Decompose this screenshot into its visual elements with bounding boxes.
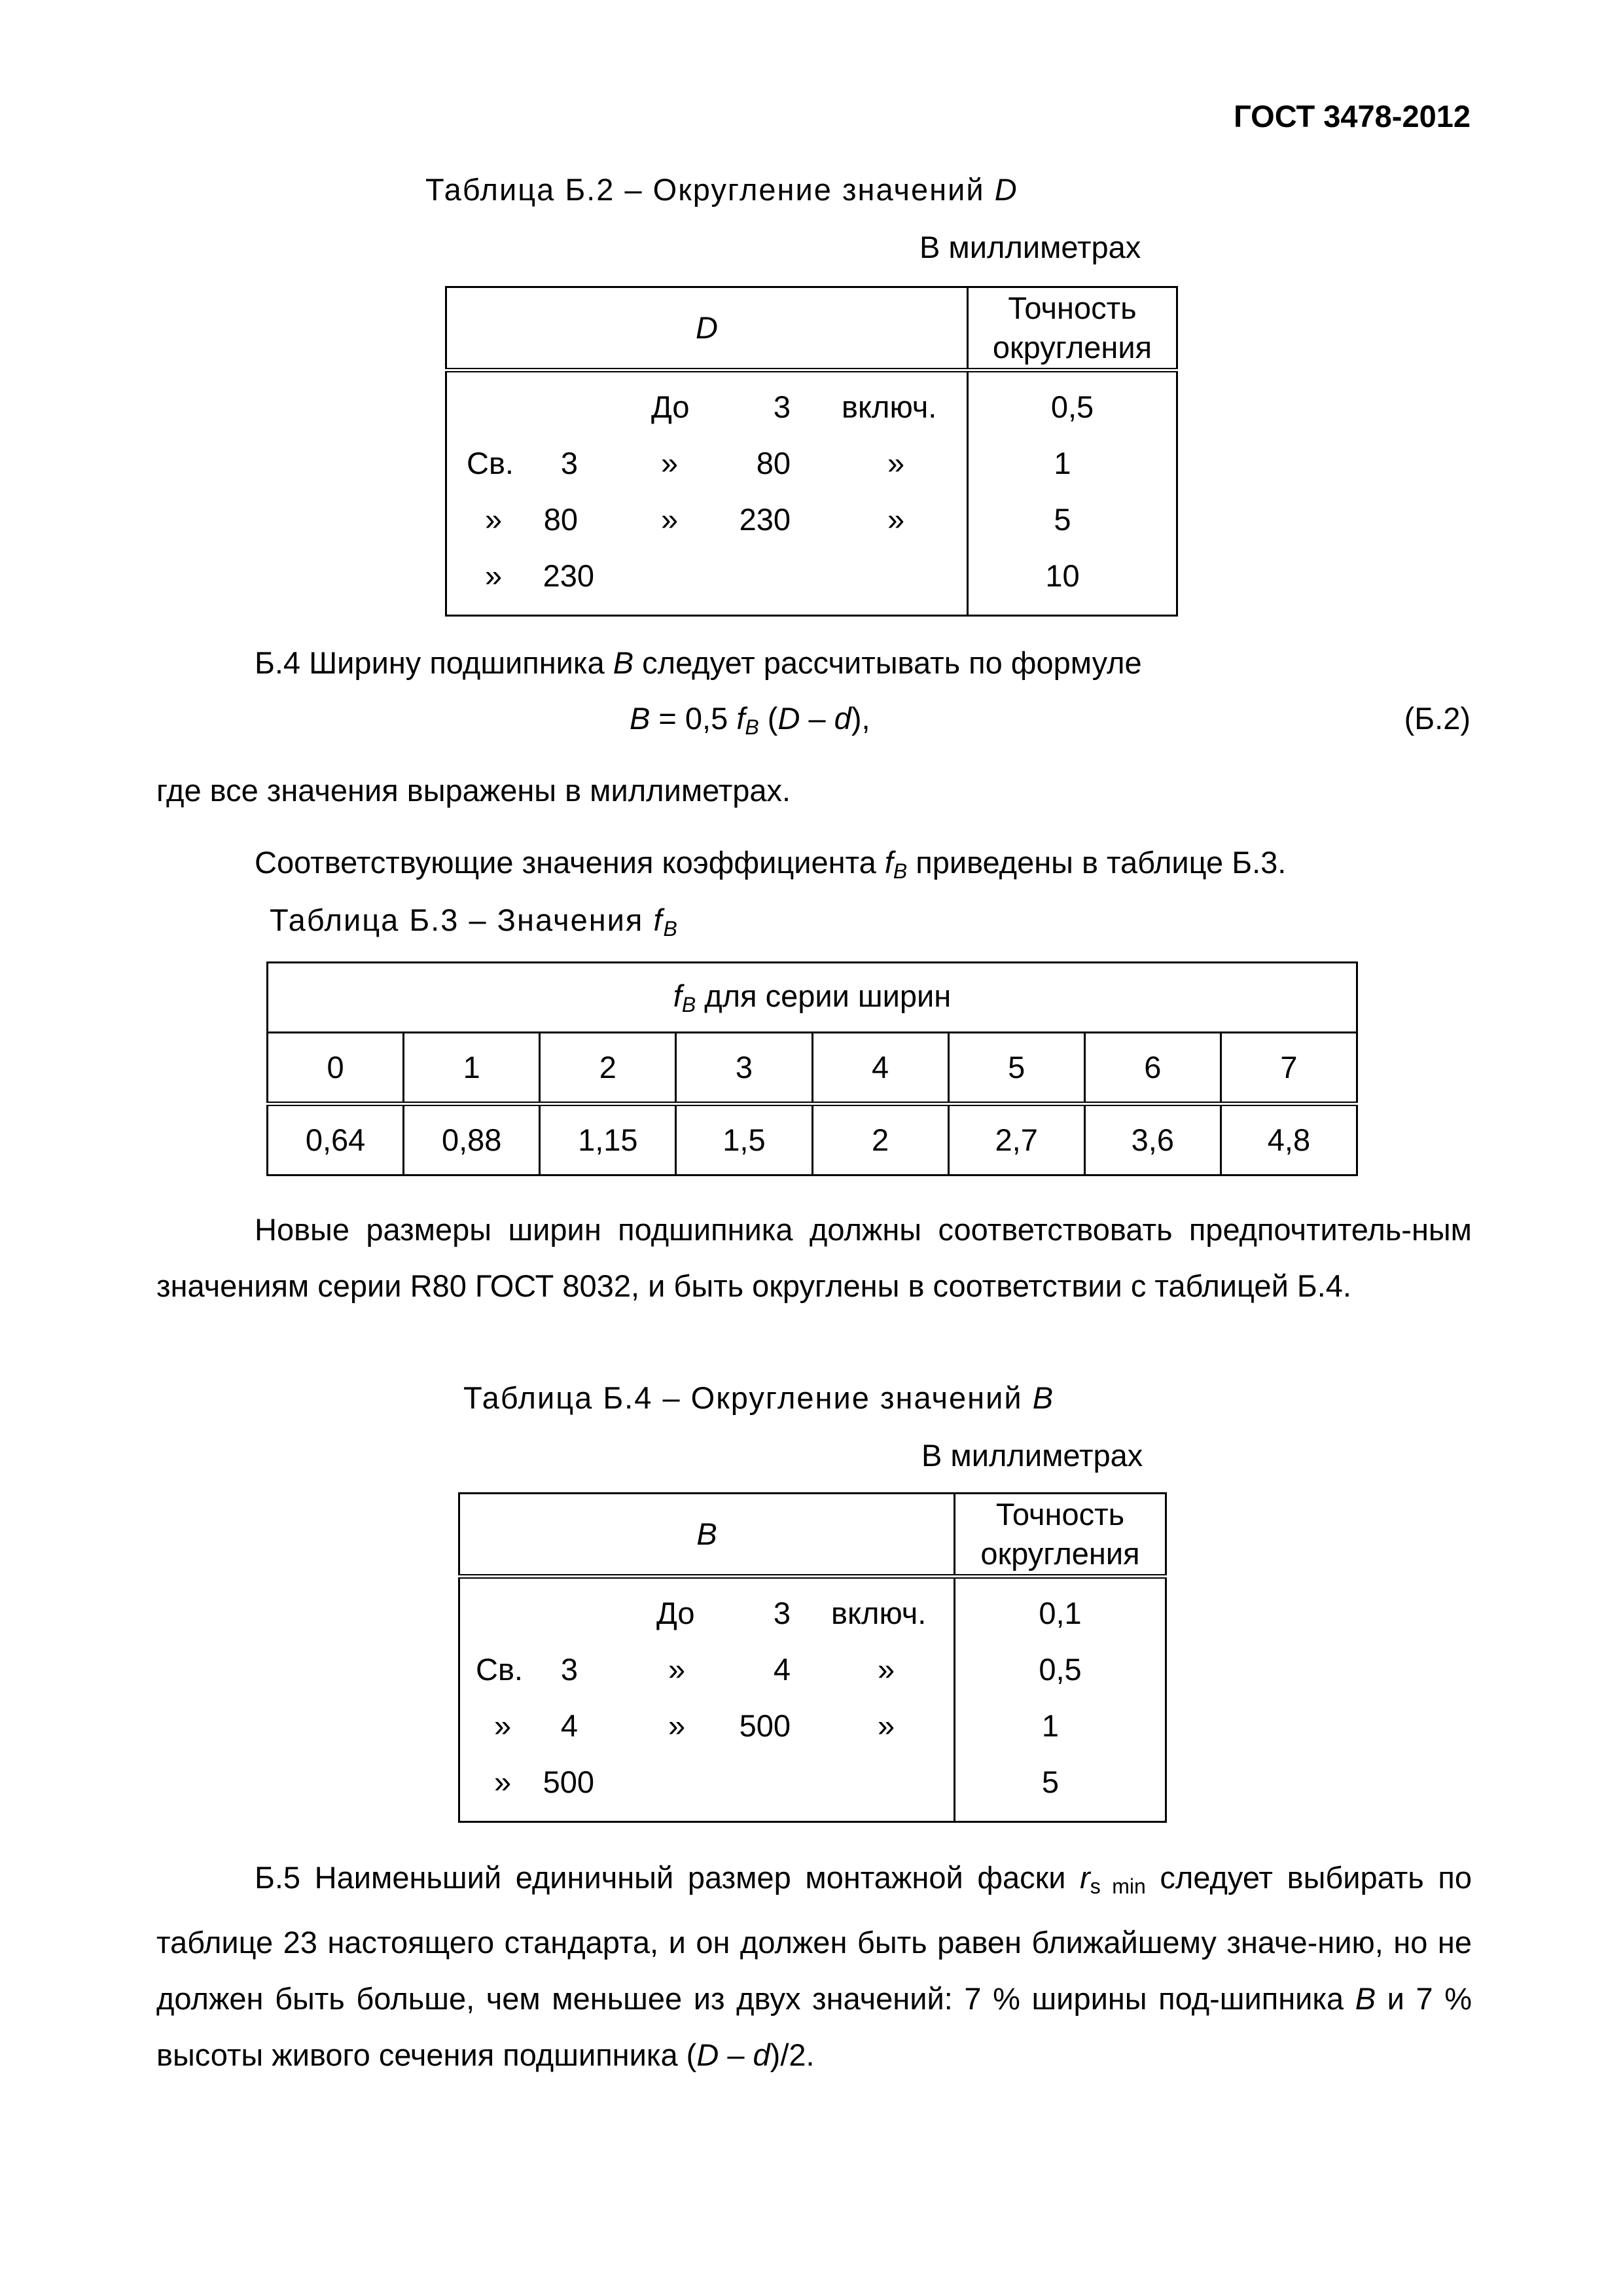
table-b4-row: » 500 — [494, 1765, 594, 1799]
paragraph-b4: Б.4 Ширину подшипника B следует рассчитывать по формуле — [255, 645, 1142, 680]
table-b3-series-cell: 4 — [812, 1033, 948, 1104]
table-b2-accuracy-value: 0,5 — [1050, 389, 1094, 424]
table-b3-value-cell: 4,8 — [1221, 1104, 1357, 1175]
table-b4-header-accuracy: Точность округления — [955, 1494, 1166, 1577]
table-b3 — [266, 961, 1358, 1176]
document-id: ГОСТ 3478-2012 — [1234, 99, 1471, 134]
table-b4-row: До 3 включ. — [656, 1596, 927, 1630]
table-b3-value-cell: 1,15 — [540, 1104, 676, 1175]
table-b2 — [445, 286, 1178, 617]
table-b4-header-var: B — [459, 1494, 955, 1577]
table-b2-row: Св. 3 » 80 » — [467, 446, 905, 480]
formula-b2: B = 0,5 $f_B$ (D – d), — [630, 701, 870, 739]
table-b3-series-cell: 1 — [404, 1033, 540, 1104]
table-b2-accuracy-value: 1 — [1054, 446, 1071, 480]
table-b2-units: В миллиметрах — [919, 230, 1141, 264]
table-b2-accuracy-value: 5 — [1054, 502, 1071, 537]
table-b4-units: В миллиметрах — [921, 1438, 1143, 1473]
table-b4-accuracy-column — [955, 1577, 1166, 1822]
table-b3-value-cell: 2,7 — [948, 1104, 1084, 1175]
table-b3-series-cell: 6 — [1084, 1033, 1221, 1104]
formula-number: (Б.2) — [1404, 701, 1471, 736]
table-b3-series-cell: 3 — [676, 1033, 812, 1104]
table-b4-range-column — [459, 1577, 955, 1822]
table-b2-accuracy-column — [968, 370, 1177, 616]
table-b3-series-cell: 7 — [1221, 1033, 1357, 1104]
table-b4-accuracy-value: 5 — [1041, 1765, 1060, 1799]
paragraph-b5: Б.5 Наименьший единичный размер монтажной фаски $r_{s min}$ следует выбирать по таблице 23 настоящего стандарта, и он должен быть равен ближайшему значе-нию, но не должен быть больше, чем меньшее из двух значений: 7 % ширины под-шипника B и 7 % высоты живого сечения подшипника (D – d)/2. — [156, 1860, 1472, 2072]
table-b3-series-cell: 5 — [948, 1033, 1084, 1104]
paragraph-new-sizes: Новые размеры ширин подшипника должны соответствовать предпочтитель-ным значениям серии R80 ГОСТ 8032, и быть округлены в соответствии с таблицей Б.4. — [156, 1212, 1472, 1303]
table-b2-range-column — [446, 370, 968, 616]
paragraph-units-note: где все значения выражены в миллиметрах. — [156, 773, 791, 808]
table-b3-value-cell: 2 — [812, 1104, 948, 1175]
table-b3-value-cell: 0,88 — [404, 1104, 540, 1175]
table-b2-caption — [425, 171, 1018, 208]
table-b2-header-var: D — [446, 287, 968, 370]
table-b2-caption-var: D — [994, 172, 1018, 207]
table-b4-accuracy-value: 1 — [1041, 1708, 1060, 1743]
table-b2-row: » 230 — [485, 558, 594, 593]
table-b4-accuracy-value: 0,1 — [1039, 1596, 1082, 1630]
table-b3-value-cell: 0,64 — [268, 1104, 404, 1175]
table-b4-row: » 4 » 500 » — [494, 1708, 895, 1743]
table-b4-accuracy-value: 0,5 — [1039, 1652, 1082, 1687]
table-b4-row: Св. 3 » 4 » — [476, 1652, 895, 1687]
table-b3-header: $f_B$ для серии ширин — [268, 963, 1357, 1033]
table-b3-value-cell: 3,6 — [1084, 1104, 1221, 1175]
table-b2-accuracy-value: 10 — [1045, 558, 1080, 593]
table-b3-caption: Таблица Б.3 – Значения $f_B$ — [270, 903, 679, 941]
table-b4-caption: Таблица Б.4 – Округление значений B — [463, 1380, 1055, 1415]
table-b2-caption-text: Таблица Б.2 – Округление значений — [425, 172, 995, 207]
table-b2-header-accuracy: Точность округления — [968, 287, 1177, 370]
table-b2-row: До 3 включ. — [651, 389, 937, 424]
table-b4 — [458, 1492, 1167, 1823]
paragraph-coefficient: Соответствующие значения коэффициента $f_B$ приведены в таблице Б.3. — [255, 845, 1287, 883]
table-b2-row: » 80 » 230 » — [485, 502, 905, 537]
table-b3-series-cell: 2 — [540, 1033, 676, 1104]
table-b3-series-cell: 0 — [268, 1033, 404, 1104]
table-b3-value-cell: 1,5 — [676, 1104, 812, 1175]
